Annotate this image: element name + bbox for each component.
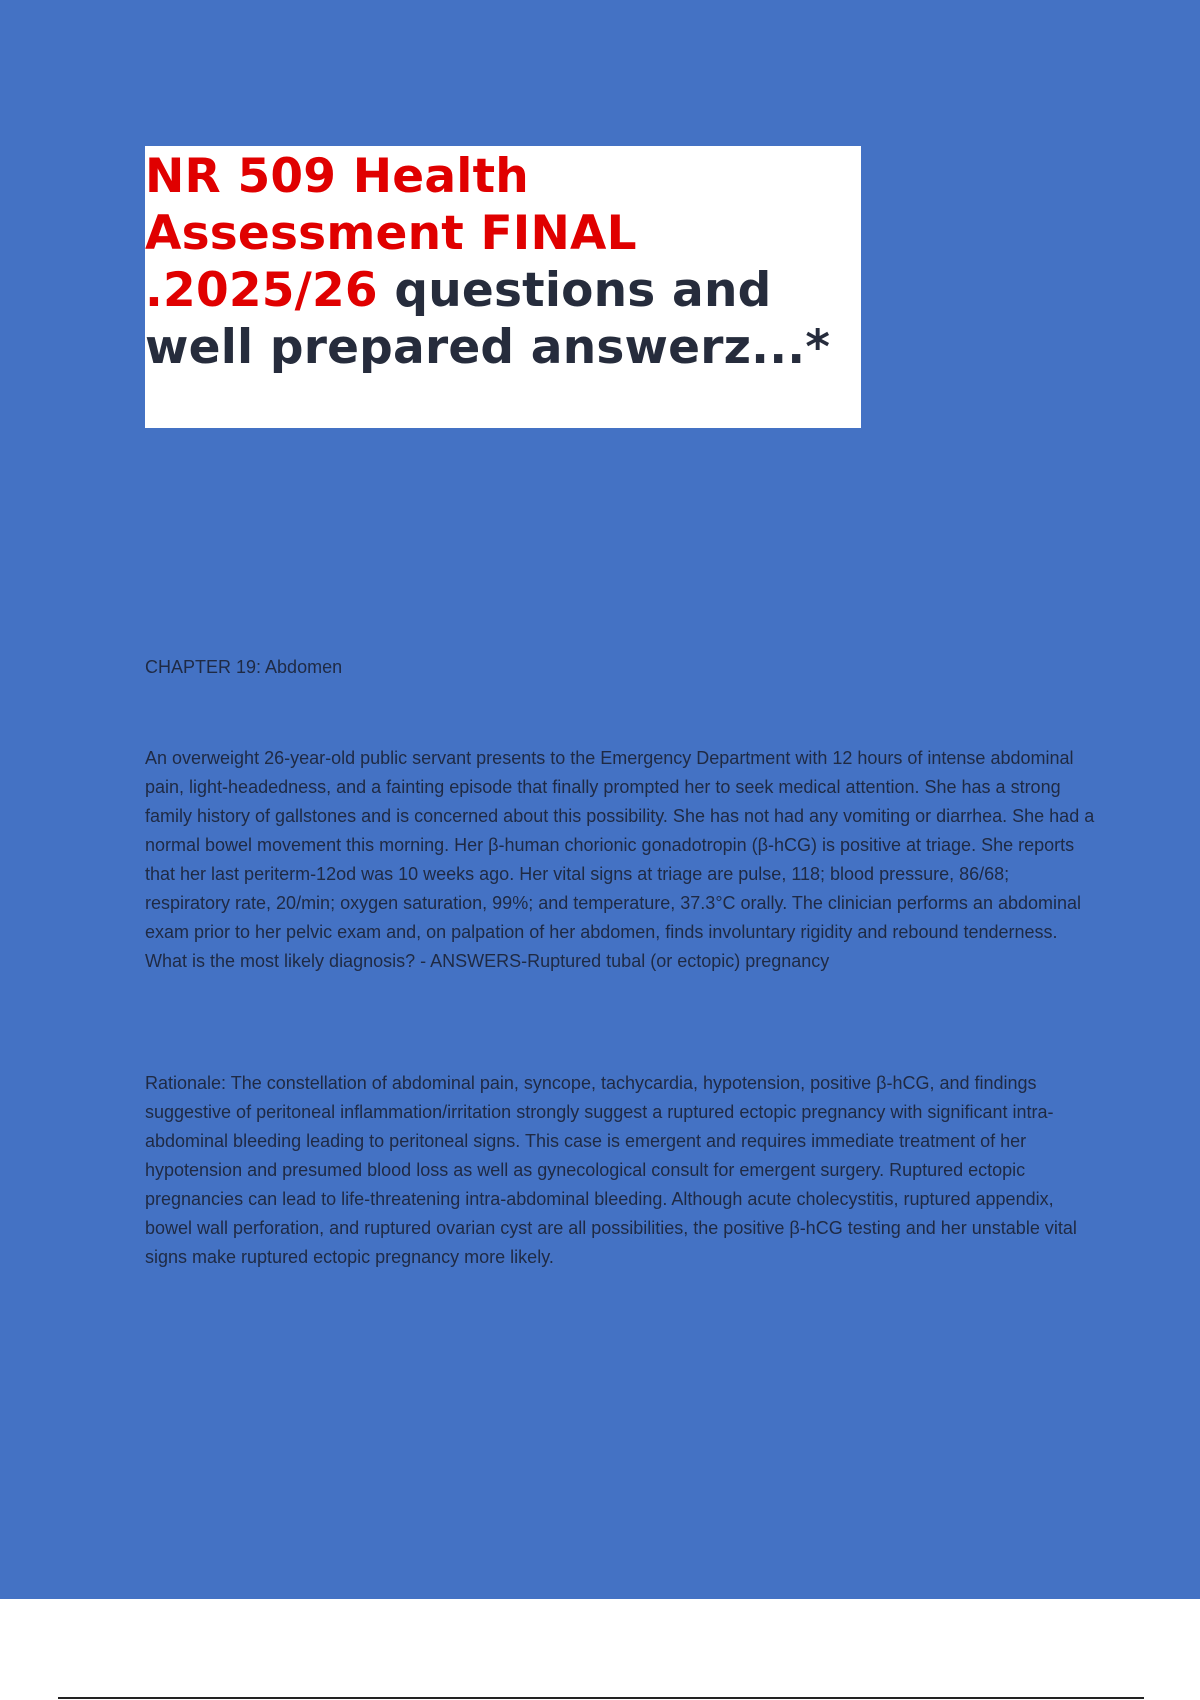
- chapter-heading: CHAPTER 19: Abdomen: [145, 657, 343, 677]
- title-dark-part: questions and well prepared answerz...*: [145, 263, 831, 375]
- question-paragraph: An overweight 26-year-old public servant presents to the Emergency Department with 12 hours of intense abdominal pain, light-headedness, and a fainting episode that finally prompted her to seek medical attention. She has a strong family history of gallstones and is concerned about this possibility. She has not had any vomiting or diarrhea. She had a normal bowel movement this morning. Her β-human chorionic gonadotropin (β-hCG) is positive at triage. She reports that her last periterm-12od was 10 weeks ago. Her vital signs at triage are pulse, 118; blood pressure, 86/68; respiratory rate, 20/min; oxygen saturation, 99%; and temperature, 37.3°C orally. The clinician performs an abdominal exam prior to her pelvic exam and, on palpation of her abdomen, finds involuntary rigidity and rebound tenderness. What is the most likely diagnosis? - ANSWERS-Ruptured tubal (or ectopic) pregnancy: [145, 748, 1095, 971]
- footer-divider: [58, 1697, 1144, 1699]
- title-red-part: NR 509 Health Assessment FINAL .2025/26: [145, 149, 637, 318]
- title-box: [145, 146, 861, 428]
- document-title: [145, 148, 861, 376]
- rationale-paragraph: Rationale: The constellation of abdominal pain, syncope, tachycardia, hypotension, positive β-hCG, and findings suggestive of peritoneal inflammation/irritation strongly suggest a ruptured ectopic pregnancy with significant intra-abdominal bleeding leading to peritoneal signs. This case is emergent and requires immediate treatment of her hypotension and presumed blood loss as well as gynecological consult for emergent surgery. Ruptured ectopic pregnancies can lead to life-threatening intra-abdominal bleeding. Although acute cholecystitis, ruptured appendix, bowel wall perforation, and ruptured ovarian cyst are all possibilities, the positive β-hCG testing and her unstable vital signs make ruptured ectopic pregnancy more likely.: [145, 1073, 1077, 1267]
